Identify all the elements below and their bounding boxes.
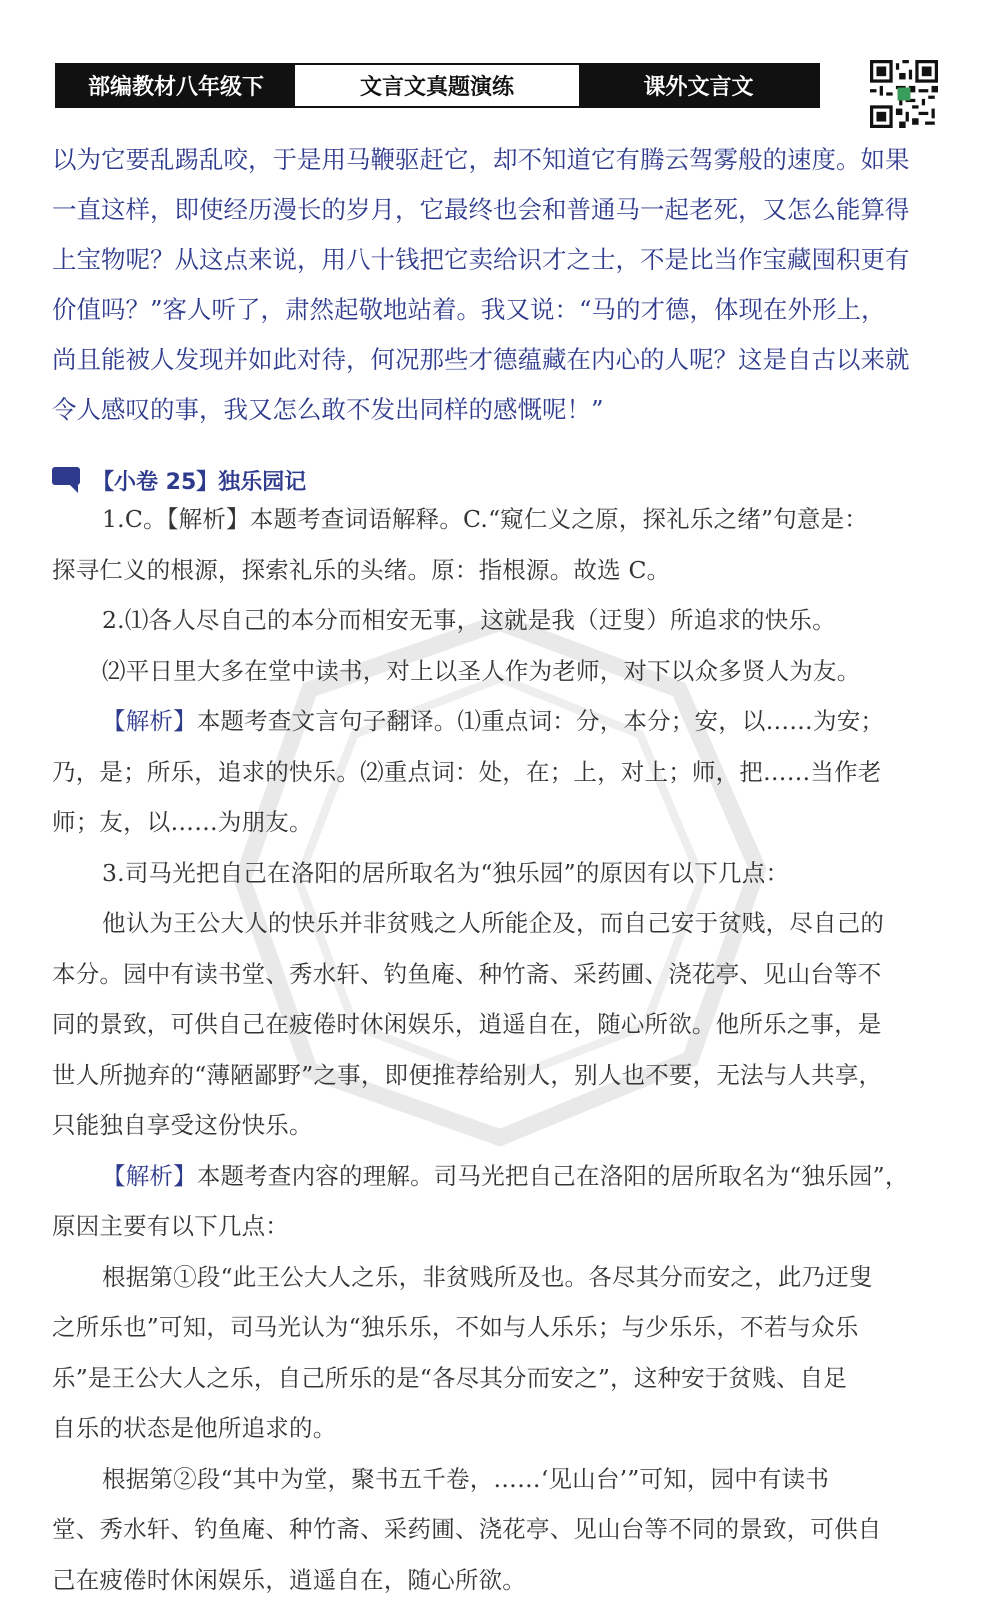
translation-line: 上宝物呢？从这点来说，用八十钱把它卖给识才之士，不是比当作宝藏囤积更有: [52, 245, 910, 274]
answer-text: 他认为王公大人的快乐并非贫贱之人所能企及，而自己安于贫贱，尽自己的: [102, 909, 885, 937]
answer-line: [52, 595, 947, 646]
answer-line: [52, 1252, 947, 1303]
answer-text: 原因主要有以下几点：: [52, 1212, 289, 1240]
answer-text: 之所乐也”可知，司马光认为“独乐乐，不如与人乐乐；与少乐乐，不若与众乐: [52, 1313, 859, 1341]
answer-text: 根据第①段“此王公大人之乐，非贫贱所及也。各尽其分而安之，此乃迂叟: [102, 1262, 873, 1291]
answer-line: [52, 494, 947, 545]
answer-text: 3.司马光把自己在洛阳的居所取名为“独乐园”的原因有以下几点：: [102, 858, 790, 887]
answer-text: 本题考查文言句子翻译。⑴重点词：分，本分；安，以……为安；: [196, 707, 885, 735]
section-title: 【小卷 25】独乐园记: [92, 469, 307, 495]
answer-text: 己在疲倦时休闲娱乐，逍遥自在，随心所欲。: [52, 1565, 526, 1594]
answer-line: [52, 646, 947, 697]
answer-text: 乐”是王公大人之乐，自己所乐的是“各尽其分而安之”，这种安于贫贱、自足: [52, 1363, 848, 1392]
answer-line: [52, 949, 947, 1000]
analysis-tag: 【解析】: [102, 1161, 197, 1190]
answer-text: 1.C。【解析】本题考查词语解释。C.“窥仁义之原，探礼乐之绪”句意是：: [102, 505, 868, 533]
answer-line: [52, 1151, 947, 1202]
answer-line: [52, 1353, 947, 1404]
answer-text: 师；友，以……为朋友。: [52, 808, 313, 836]
answer-text: 世人所抛弃的“薄陋鄙野”之事，即便推荐给别人，别人也不要，无法与人共享，: [52, 1060, 883, 1089]
translation-line: 令人感叹的事，我又怎么敢不发出同样的感慨呢！”: [52, 395, 604, 424]
answer-text: 同的景致，可供自己在疲倦时休闲娱乐，逍遥自在，随心所欲。他所乐之事，是: [52, 1010, 882, 1038]
answer-text: ⑵平日里大多在堂中读书，对上以圣人作为老师，对下以众多贤人为友。: [102, 656, 861, 685]
answer-line: [52, 1201, 947, 1252]
header-grade-label: 部编教材八年级下: [57, 65, 295, 106]
translation-line: 一直这样，即使经历漫长的岁月，它最终也会和普通马一起老死，又怎么能算得: [52, 195, 910, 224]
answer-line: [52, 1454, 947, 1505]
translation-paragraph: [52, 135, 947, 435]
answer-line: [52, 747, 947, 798]
translation-line: 价值吗？”客人听了，肃然起敬地站着。我又说：“马的才德，体现在外形上，: [52, 295, 886, 324]
answer-line: [52, 848, 947, 899]
answer-line: [52, 1504, 947, 1555]
answer-line: [52, 1100, 947, 1151]
answer-section: [52, 494, 947, 1605]
answer-line: [52, 1555, 947, 1606]
answer-text: 自乐的状态是他所追求的。: [52, 1414, 337, 1442]
header-title: 文言文真题演练: [295, 65, 579, 106]
answer-line: [52, 1302, 947, 1353]
answer-text: 本题考查内容的理解。司马光把自己在洛阳的居所取名为“独乐园”，: [196, 1161, 909, 1190]
translation-line: 以为它要乱踢乱咬，于是用马鞭驱赶它，却不知道它有腾云驾雾般的速度。如果: [52, 145, 910, 174]
answer-text: 探寻仁义的根源，探索礼乐的头绪。原：指根源。故选 C。: [52, 555, 671, 584]
answer-text: 2.⑴各人尽自己的本分而相安无事，这就是我（迂叟）所追求的快乐。: [102, 606, 836, 634]
analysis-tag: 【解析】: [102, 707, 197, 735]
header-bar: [55, 63, 820, 108]
answer-line: [52, 898, 947, 949]
answer-line: [52, 1403, 947, 1454]
answer-line: [52, 797, 947, 848]
answer-line: [52, 545, 947, 596]
speech-bubble-icon: [52, 467, 82, 493]
header-category-label: 课外文言文: [579, 65, 818, 106]
answer-line: [52, 1050, 947, 1101]
translation-line: 尚且能被人发现并如此对待，何况那些才德蕴藏在内心的人呢？这是自古以来就: [52, 345, 910, 374]
answer-text: 堂、秀水轩、钓鱼庵、种竹斋、采药圃、浇花亭、见山台等不同的景致，可供自: [52, 1515, 882, 1543]
answer-line: [52, 696, 947, 747]
answer-text: 只能独自享受这份快乐。: [52, 1111, 313, 1139]
qr-code-icon: [870, 60, 938, 128]
answer-line: [52, 999, 947, 1050]
answer-text: 乃，是；所乐，追求的快乐。⑵重点词：处，在；上，对上；师，把……当作老: [52, 757, 882, 786]
answer-text: 根据第②段“其中为堂，聚书五千卷，……‘见山台’”可知，园中有读书: [102, 1464, 830, 1493]
answer-text: 本分。园中有读书堂、秀水轩、钓鱼庵、种竹斋、采药圃、浇花亭、见山台等不: [52, 959, 882, 988]
